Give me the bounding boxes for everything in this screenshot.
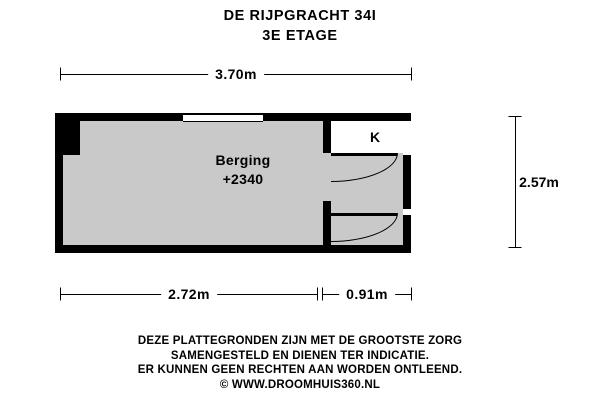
window-icon [183,114,263,122]
dimension-top-width [60,65,412,83]
door-icon-closet [331,153,397,181]
title-floor: 3E ETAGE [262,28,338,44]
title-address: DE RIJPGRACHT 34I [223,8,377,24]
closet-label: K [369,129,381,145]
dimension-bottom-left [60,285,318,303]
floor-plan [55,113,411,253]
dimension-right-height [505,116,559,248]
footer-disclaimer [0,334,600,392]
dimension-bottom-left-label: 2.72m [161,286,217,302]
dimension-cap-left [322,288,323,301]
interior-wall [323,201,331,245]
door-swing-arc [331,213,398,242]
dimension-cap-left [60,68,61,81]
footer-line-3: ER KUNNEN GEEN RECHTEN AAN WORDEN ONTLEEND. [137,364,463,376]
dimension-bottom-right-label: 0.91m [339,286,395,302]
footer-line-1: DEZE PLATTEGRONDEN ZIJN MET DE GROOTSTE ZORG [137,335,463,347]
dimension-cap-bottom [509,247,522,248]
room-level: +2340 [222,171,264,187]
wall-opening-lower [403,209,411,215]
dimension-bottom-right [322,285,412,303]
footer-line-2: SAMENGESTELD EN DIENEN TER INDICATIE. [170,349,430,362]
closet-room [323,121,411,153]
room-name: Berging [215,152,271,168]
page-title [0,6,600,46]
dimension-cap-right [411,288,412,301]
dimension-cap-right [411,68,412,81]
door-swing-arc [331,153,398,182]
dimension-line [515,116,516,248]
dimension-cap-right [317,288,318,301]
dimension-top-width-label: 3.70m [208,66,264,82]
door-icon-entry [331,213,397,241]
dimension-cap-left [60,288,61,301]
room-label-berging [183,151,303,189]
wall-nib-left [55,113,80,155]
footer-copyright: © WWW.DROOMHUIS360.NL [219,378,381,391]
dimension-right-height-label: 2.57m [519,170,559,194]
dimension-cap-top [509,116,522,117]
